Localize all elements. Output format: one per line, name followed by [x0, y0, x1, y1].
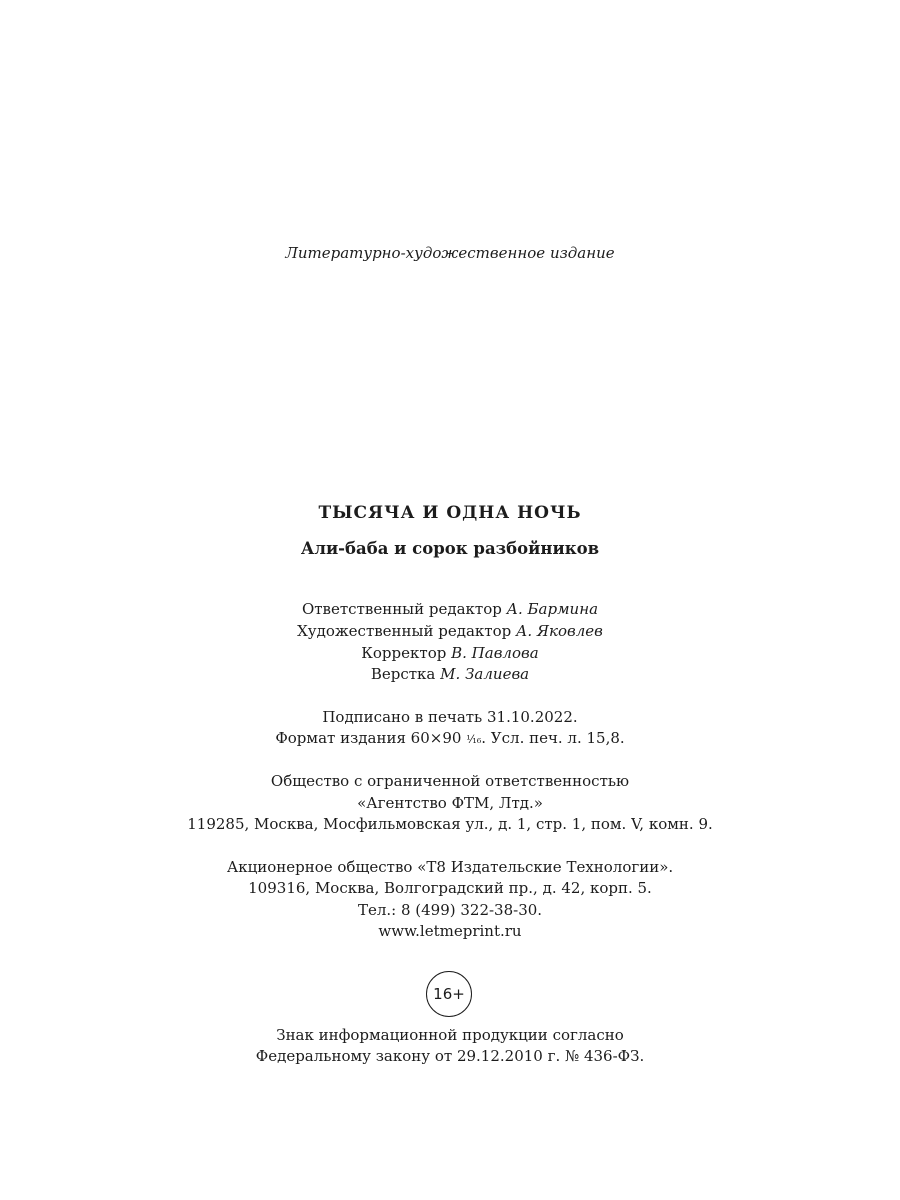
printer-website: www.letmeprint.ru [378, 922, 522, 940]
printer-line: Акционерное общество «Т8 Издательские Технологии». [226, 858, 674, 876]
printer-phone: Тел.: 8 (499) 322-38-30. [357, 901, 543, 919]
credit-name: В. Павлова [451, 644, 539, 662]
credit-name: М. Залиева [440, 665, 530, 683]
credit-name: А. Яковлев [516, 622, 603, 640]
credit-role: Корректор [361, 644, 447, 662]
print-format-prefix: Формат издания 60×90 [275, 729, 467, 747]
book-subtitle: Али-баба и сорок разбойников [300, 539, 600, 558]
credit-role: Художественный редактор [297, 622, 512, 640]
credit-line [0, 644, 900, 662]
book-title: ТЫСЯЧА И ОДНА НОЧЬ [318, 503, 582, 523]
print-format-fraction: ¹⁄₁₆ [466, 733, 482, 746]
print-format [0, 729, 900, 747]
print-signed-date: Подписано в печать 31.10.2022. [322, 708, 578, 726]
credit-role: Ответственный редактор [301, 600, 502, 618]
genre-label: Литературно-художественное издание [285, 244, 615, 262]
publisher-line: Общество с ограниченной ответственностью [270, 772, 630, 790]
age-rating-badge: 16+ [426, 971, 472, 1017]
credit-line [0, 600, 900, 618]
credit-role: Верстка [370, 665, 436, 683]
notice-line: Федеральному закону от 29.12.2010 г. № 436-ФЗ. [255, 1047, 645, 1065]
notice-line: Знак информационной продукции согласно [276, 1026, 624, 1044]
publisher-address: 119285, Москва, Мосфильмовская ул., д. 1, стр. 1, пом. V, комн. 9. [187, 815, 713, 833]
printer-address: 109316, Москва, Волгоградский пр., д. 42, корп. 5. [248, 879, 652, 897]
credit-line [0, 665, 900, 683]
publisher-name: «Агентство ФТМ, Лтд.» [357, 794, 543, 812]
credit-line [0, 622, 900, 640]
credit-name: А. Бармина [506, 600, 599, 618]
print-format-suffix: . Усл. печ. л. 15,8. [481, 729, 625, 747]
